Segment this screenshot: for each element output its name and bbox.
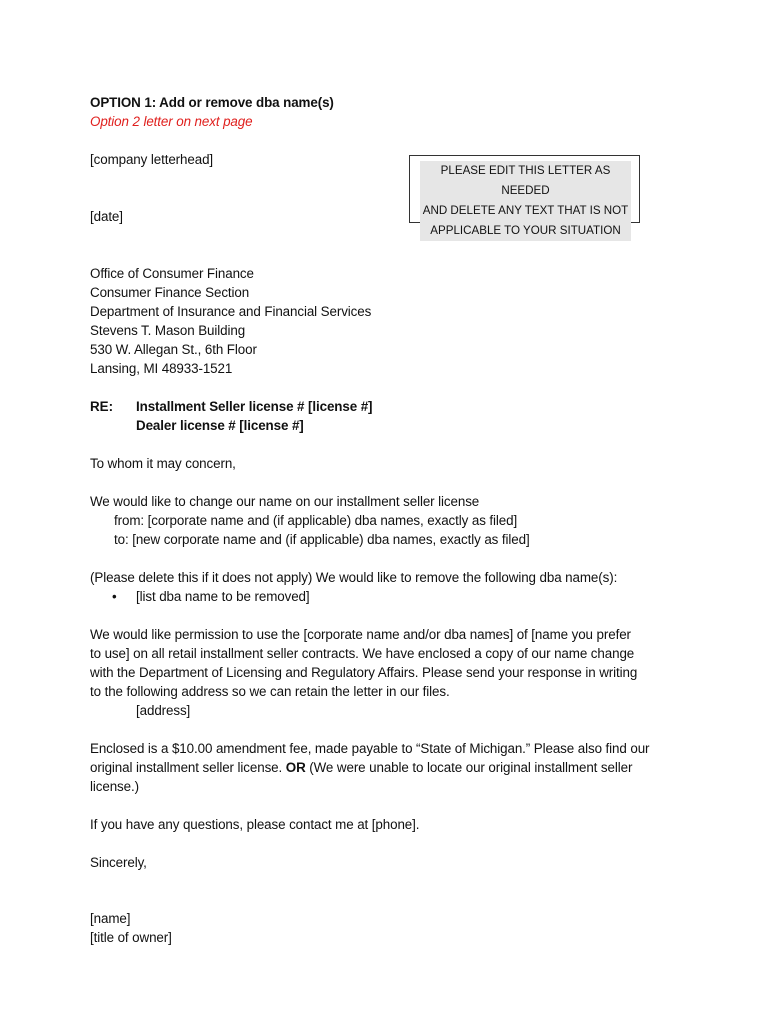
- address-line: 530 W. Allegan St., 6th Floor: [90, 342, 257, 357]
- notice-line: APPLICABLE TO YOUR SITUATION: [430, 224, 621, 237]
- option-subtitle: Option 2 letter on next page: [90, 114, 253, 129]
- paragraph-line: (Please delete this if it does not apply) We would like to remove the following dba name(s):: [90, 570, 618, 585]
- paragraph-line: license.): [90, 779, 139, 794]
- or-emphasis: OR: [285, 760, 306, 775]
- contact-paragraph: If you have any questions, please contact me at [phone].: [90, 817, 420, 832]
- bullet-item: [list dba name to be removed]: [136, 589, 310, 604]
- notice-line: AND DELETE ANY TEXT THAT IS NOT: [422, 204, 629, 217]
- re-label: RE:: [90, 399, 114, 414]
- signer-title: [title of owner]: [90, 930, 172, 945]
- paragraph-line: Enclosed is a $10.00 amendment fee, made payable to “State of Michigan.” Please also find our: [90, 741, 650, 756]
- to-line: to: [new corporate name and (if applicable) dba names, exactly as filed]: [114, 532, 530, 547]
- signer-name: [name]: [90, 911, 131, 926]
- line-text: original installment seller license.: [90, 760, 286, 775]
- letterhead-placeholder: [company letterhead]: [90, 152, 214, 167]
- address-line: Office of Consumer Finance: [90, 266, 254, 281]
- line-text: (We were unable to locate our original installment seller: [305, 760, 633, 775]
- paragraph-line: to the following address so we can retain the letter in our files.: [90, 684, 450, 699]
- paragraph-line: We would like to change our name on our installment seller license: [90, 494, 480, 509]
- from-line: from: [corporate name and (if applicable) dba names, exactly as filed]: [114, 513, 518, 528]
- paragraph-line: to use] on all retail installment seller contracts. We have enclosed a copy of our name change: [90, 646, 635, 661]
- salutation: To whom it may concern,: [90, 456, 236, 471]
- closing: Sincerely,: [90, 855, 147, 870]
- bullet-symbol: •: [112, 589, 117, 604]
- paragraph-line: We would like permission to use the [corporate name and/or dba names] of [name you prefer: [90, 627, 631, 642]
- address-line: Department of Insurance and Financial Services: [90, 304, 372, 319]
- address-placeholder: [address]: [136, 703, 191, 718]
- paragraph-line: [90, 758, 632, 777]
- address-line: Consumer Finance Section: [90, 285, 250, 300]
- re-line: Dealer license # [license #]: [136, 418, 304, 433]
- address-line: Stevens T. Mason Building: [90, 323, 246, 338]
- address-line: Lansing, MI 48933-1521: [90, 361, 233, 376]
- paragraph-line: with the Department of Licensing and Regulatory Affairs. Please send your response in writing: [90, 665, 638, 680]
- re-line: Installment Seller license # [license #]: [136, 399, 373, 414]
- date-placeholder: [date]: [90, 209, 123, 224]
- edit-notice-box: [409, 155, 640, 237]
- edit-notice-text: [420, 161, 631, 241]
- option-title: OPTION 1: Add or remove dba name(s): [90, 95, 334, 110]
- notice-line: PLEASE EDIT THIS LETTER AS NEEDED: [440, 164, 611, 197]
